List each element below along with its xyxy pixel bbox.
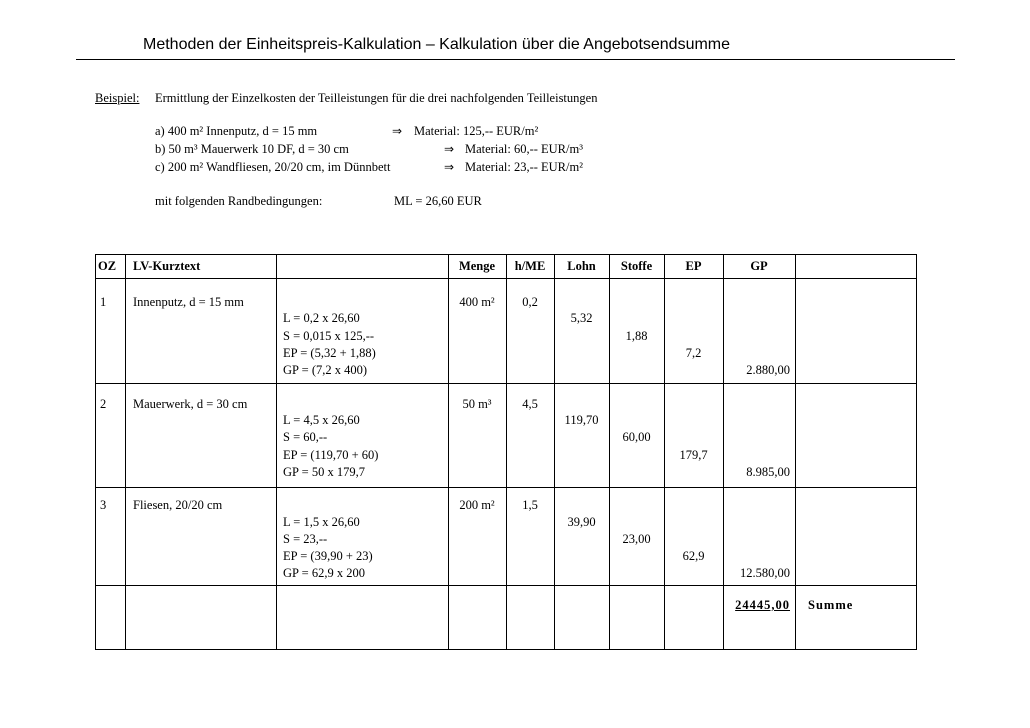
row1-calc-gp: GP = (7,2 x 400) [283,363,368,377]
row1-gp: 2.880,00 [746,363,790,377]
row1-lohn: 5,32 [570,311,593,325]
row2-calc-ep: EP = (119,70 + 60) [283,448,379,462]
row3-calc-stoffe: S = 23,-- [283,532,328,546]
row1-menge: 400 m² [459,295,495,309]
row3-menge: 200 m² [459,498,495,512]
table-divider [609,254,610,650]
row1-hme: 0,2 [522,295,538,309]
calculation-table [95,254,917,650]
item-b-material: Material: 60,-- EUR/m³ [465,142,583,156]
beispiel-label: Beispiel: [95,91,140,105]
conditions-label: mit folgenden Randbedingungen: [155,194,323,208]
table-divider [276,254,277,650]
row3-lohn: 39,90 [567,515,596,529]
row3-calc-gp: GP = 62,9 x 200 [283,566,365,580]
header-lohn: Lohn [567,259,596,273]
row1-calc-ep: EP = (5,32 + 1,88) [283,346,376,360]
arrow-icon: ⇒ [444,160,455,174]
header-kurztext: LV-Kurztext [133,259,201,273]
row1-oz: 1 [100,295,107,309]
item-a-description: a) 400 m² Innenputz, d = 15 mm [155,124,318,138]
row2-oz: 2 [100,397,107,411]
table-border [916,254,917,650]
row2-gp: 8.985,00 [746,465,790,479]
row2-ep: 179,7 [679,448,708,462]
row1-stoffe: 1,88 [625,329,648,343]
arrow-icon: ⇒ [392,124,403,138]
row3-ep: 62,9 [682,549,705,563]
row3-hme: 1,5 [522,498,538,512]
table-divider [723,254,724,650]
arrow-icon: ⇒ [444,142,455,156]
row1-ep: 7,2 [685,346,702,360]
row3-calc-lohn: L = 1,5 x 26,60 [283,515,360,529]
page-title: Methoden der Einheitspreis-Kalkulation – Kalkulation über die Angebotsendsumme [143,36,731,53]
row2-stoffe: 60,00 [622,430,651,444]
row2-kurztext: Mauerwerk, d = 30 cm [133,397,248,411]
row2-calc-lohn: L = 4,5 x 26,60 [283,413,360,427]
table-border [95,254,96,650]
beispiel-text: Ermittlung der Einzelkosten der Teilleistungen für die drei nachfolgenden Teilleistungen [155,91,598,105]
header-hme: h/ME [514,259,546,273]
item-b-description: b) 50 m³ Mauerwerk 10 DF, d = 30 cm [155,142,349,156]
row2-calc-gp: GP = 50 x 179,7 [283,465,365,479]
header-menge: Menge [458,259,496,273]
header-oz: OZ [98,259,117,273]
total-label: Summe [808,598,854,612]
total-gp: 24445,00 [735,598,790,612]
header-ep: EP [685,259,702,273]
table-divider [795,254,796,650]
row2-menge: 50 m³ [462,397,492,411]
row3-gp: 12.580,00 [740,566,790,580]
row1-calc-stoffe: S = 0,015 x 125,-- [283,329,375,343]
row1-calc-lohn: L = 0,2 x 26,60 [283,311,360,325]
header-stoffe: Stoffe [620,259,653,273]
row2-calc-stoffe: S = 60,-- [283,430,328,444]
conditions-value: ML = 26,60 EUR [394,194,482,208]
row1-kurztext: Innenputz, d = 15 mm [133,295,244,309]
table-divider [125,254,126,650]
row3-kurztext: Fliesen, 20/20 cm [133,498,223,512]
table-divider [448,254,449,650]
row2-lohn: 119,70 [564,413,599,427]
title-underline [76,59,955,60]
row3-stoffe: 23,00 [622,532,651,546]
item-a-material: Material: 125,-- EUR/m² [414,124,539,138]
row2-hme: 4,5 [522,397,538,411]
table-divider [506,254,507,650]
header-gp: GP [750,259,768,273]
item-c-description: c) 200 m² Wandfliesen, 20/20 cm, im Dünnbett [155,160,391,174]
item-c-material: Material: 23,-- EUR/m² [465,160,583,174]
row3-calc-ep: EP = (39,90 + 23) [283,549,373,563]
row3-oz: 3 [100,498,107,512]
